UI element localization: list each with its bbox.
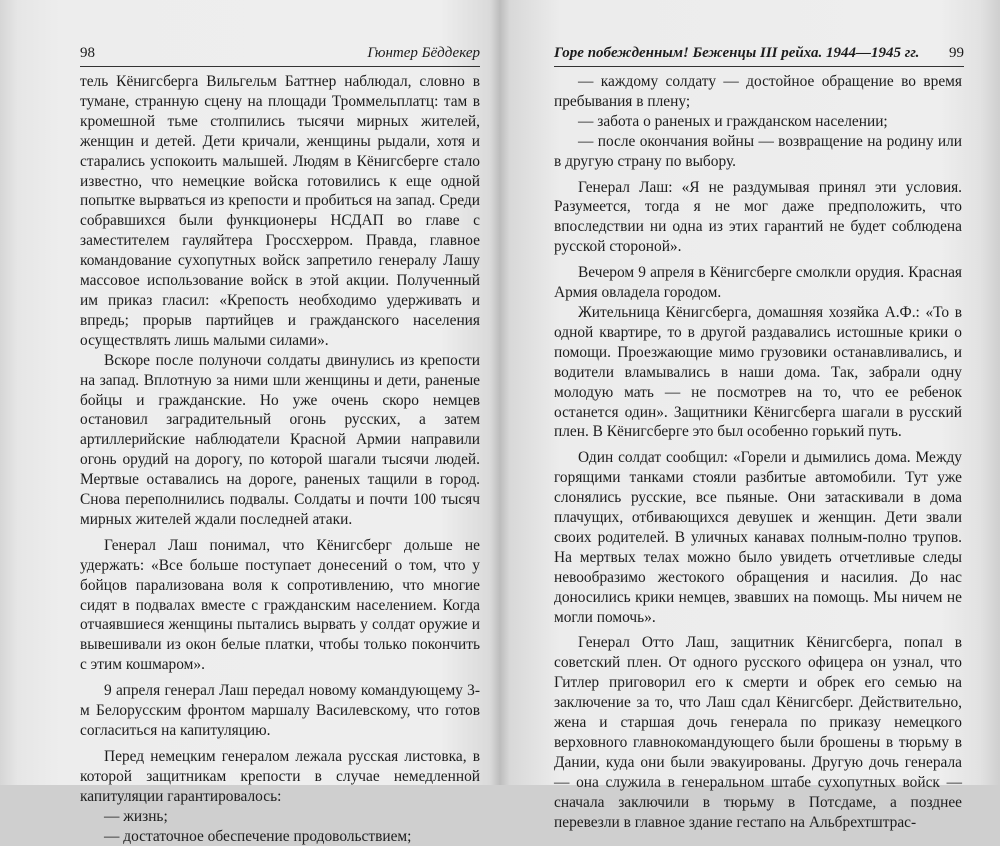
running-head: Горе побежденным! Беженцы III рейха. 1944—1945 гг. bbox=[554, 45, 920, 61]
list-item: — забота о раненых и гражданском населении; bbox=[578, 112, 888, 130]
paragraph: Один солдат сообщил: «Горели и дымились дома. Между горящими танками стояли разбитые автомобили. Тут уже слонялись русские, все пьяные. Они затаскивали в дома плачущих, отбивающихся девушек и женщин. Дети звали своих родителей. В уличных канавах полным-полно трупов. На мертвых телах можно было увидеть отчетливые следы невообразимо жестокого обращения и насилия. До нас доносились крики немцев, звавших на помощь. Мы ничем не могли помочь». bbox=[554, 449, 962, 626]
page-number: 98 bbox=[80, 45, 95, 61]
paragraph: Генерал Лаш понимал, что Кёнигсберг дольше не удержать: «Все больше поступает донесений о том, что у бойцов парализована воля к сопротивлению, что многие сидят в подвалах вместе с гражданским населением. Когда отчаявшиеся женщины пытались вырвать у солдат оружие и вывешивали из окон белые платки, чтобы только покончить с этим кошмаром». bbox=[80, 536, 480, 674]
paragraph: Вскоре после полуночи солдаты двинулись из крепости на запад. Вплотную за ними шли женщины и дети, раненые бойцы и гражданские. Но уже очень скоро немцев остановил заградительный огонь русских, а затем артиллерийские наблюдатели Красной Армии направили огонь орудий на дорогу, по которой шагали тысячи людей. Мертвые оставались на дороге, раненых тащили в город. Снова переполнились подвалы. Солдаты и почти 100 тысяч мирных жителей ждали последней атаки. bbox=[80, 351, 480, 528]
running-head: Гюнтер Бёддекер bbox=[367, 45, 480, 61]
list-item: — после окончания войны — возвращение на родину или в другую страну по выбору. bbox=[554, 132, 962, 170]
list-item: — достаточное обеспечение продовольствием; bbox=[104, 827, 412, 845]
page-header bbox=[80, 42, 480, 67]
paragraph: Генерал Отто Лаш, защитник Кёнигсберга, попал в советский плен. От одного русского офицера он узнал, что Гитлер приговорил его к смерти и обрек его семью на заключение за то, что Лаш сдал Кёнигсберг. Действительно, жена и старшая дочь генерала по приказу немецкого верховного главнокомандующего были брошены в тюрьму в Дании, куда они были эвакуированы. Другую дочь генерала — она служила в генеральном штабе сухопутных войск — сначала заключили в тюрьму в Потсдаме, а позднее перевезли в главное здание гестапо на Альбрехтштрас- bbox=[554, 634, 962, 831]
paragraph: тель Кёнигсберга Вильгельм Баттнер наблюдал, словно в тумане, странную сцену на площади Троммельплатц: там в кромешной тьме столпились тысячи мирных жителей, женщин и детей. Дети кричали, женщины рыдали, хотя и старались успокоить малышей. Людям в Кёнигсберге стало известно, что немецкие войска готовились к еще одной попытке вырваться из крепости и пробиться на запад. Среди собравшихся были функционеры НСДАП во главе с заместителем гауляйтера Гроссхерром. Правда, главное командование сухопутных войск запретило генералу Лашу массовое использование войск в этой акции. Полученный им приказ гласил: «Крепость необходимо удерживать и впредь; прорыв партийцев и гражданского населения осуществлять лишь малыми силами». bbox=[80, 73, 480, 349]
page-header bbox=[554, 42, 964, 67]
page-number: 99 bbox=[949, 45, 964, 61]
body-text bbox=[554, 72, 962, 833]
right-page bbox=[500, 0, 1000, 831]
body-text bbox=[80, 72, 480, 846]
paragraph: Жительница Кёнигсберга, домашняя хозяйка А.Ф.: «То в одной квартире, то в другой раздавались истошные крики о помощи. Проезжающие мимо грузовики останавливались, и водители вламывались в наши дома. Так, забрали одну молодую мать — не посмотрев на то, что ее ребенок останется один». Защитники Кёнигсберга шагали в русский плен. В Кёнигсберге это был особенно горький путь. bbox=[554, 303, 962, 441]
left-page bbox=[0, 0, 500, 845]
paragraph: 9 апреля генерал Лаш передал новому командующему 3-м Белорусским фронтом маршалу Василевскому, что готов согласиться на капитуляцию. bbox=[80, 682, 480, 739]
list-item: — жизнь; bbox=[104, 807, 168, 825]
list-item: — каждому солдату — достойное обращение во время пребывания в плену; bbox=[554, 73, 962, 110]
paragraph: Генерал Лаш: «Я не раздумывая принял эти условия. Разумеется, тогда я не мог даже предположить, что впоследствии ни одна из этих гарантий не будет соблюдена русской стороной». bbox=[554, 178, 962, 256]
paragraph: Перед немецким генералом лежала русская листовка, в которой защитникам крепости в случае немедленной капитуляции гарантировалось: bbox=[80, 747, 480, 805]
paragraph: Вечером 9 апреля в Кёнигсберге смолкли орудия. Красная Армия овладела городом. bbox=[554, 264, 962, 302]
